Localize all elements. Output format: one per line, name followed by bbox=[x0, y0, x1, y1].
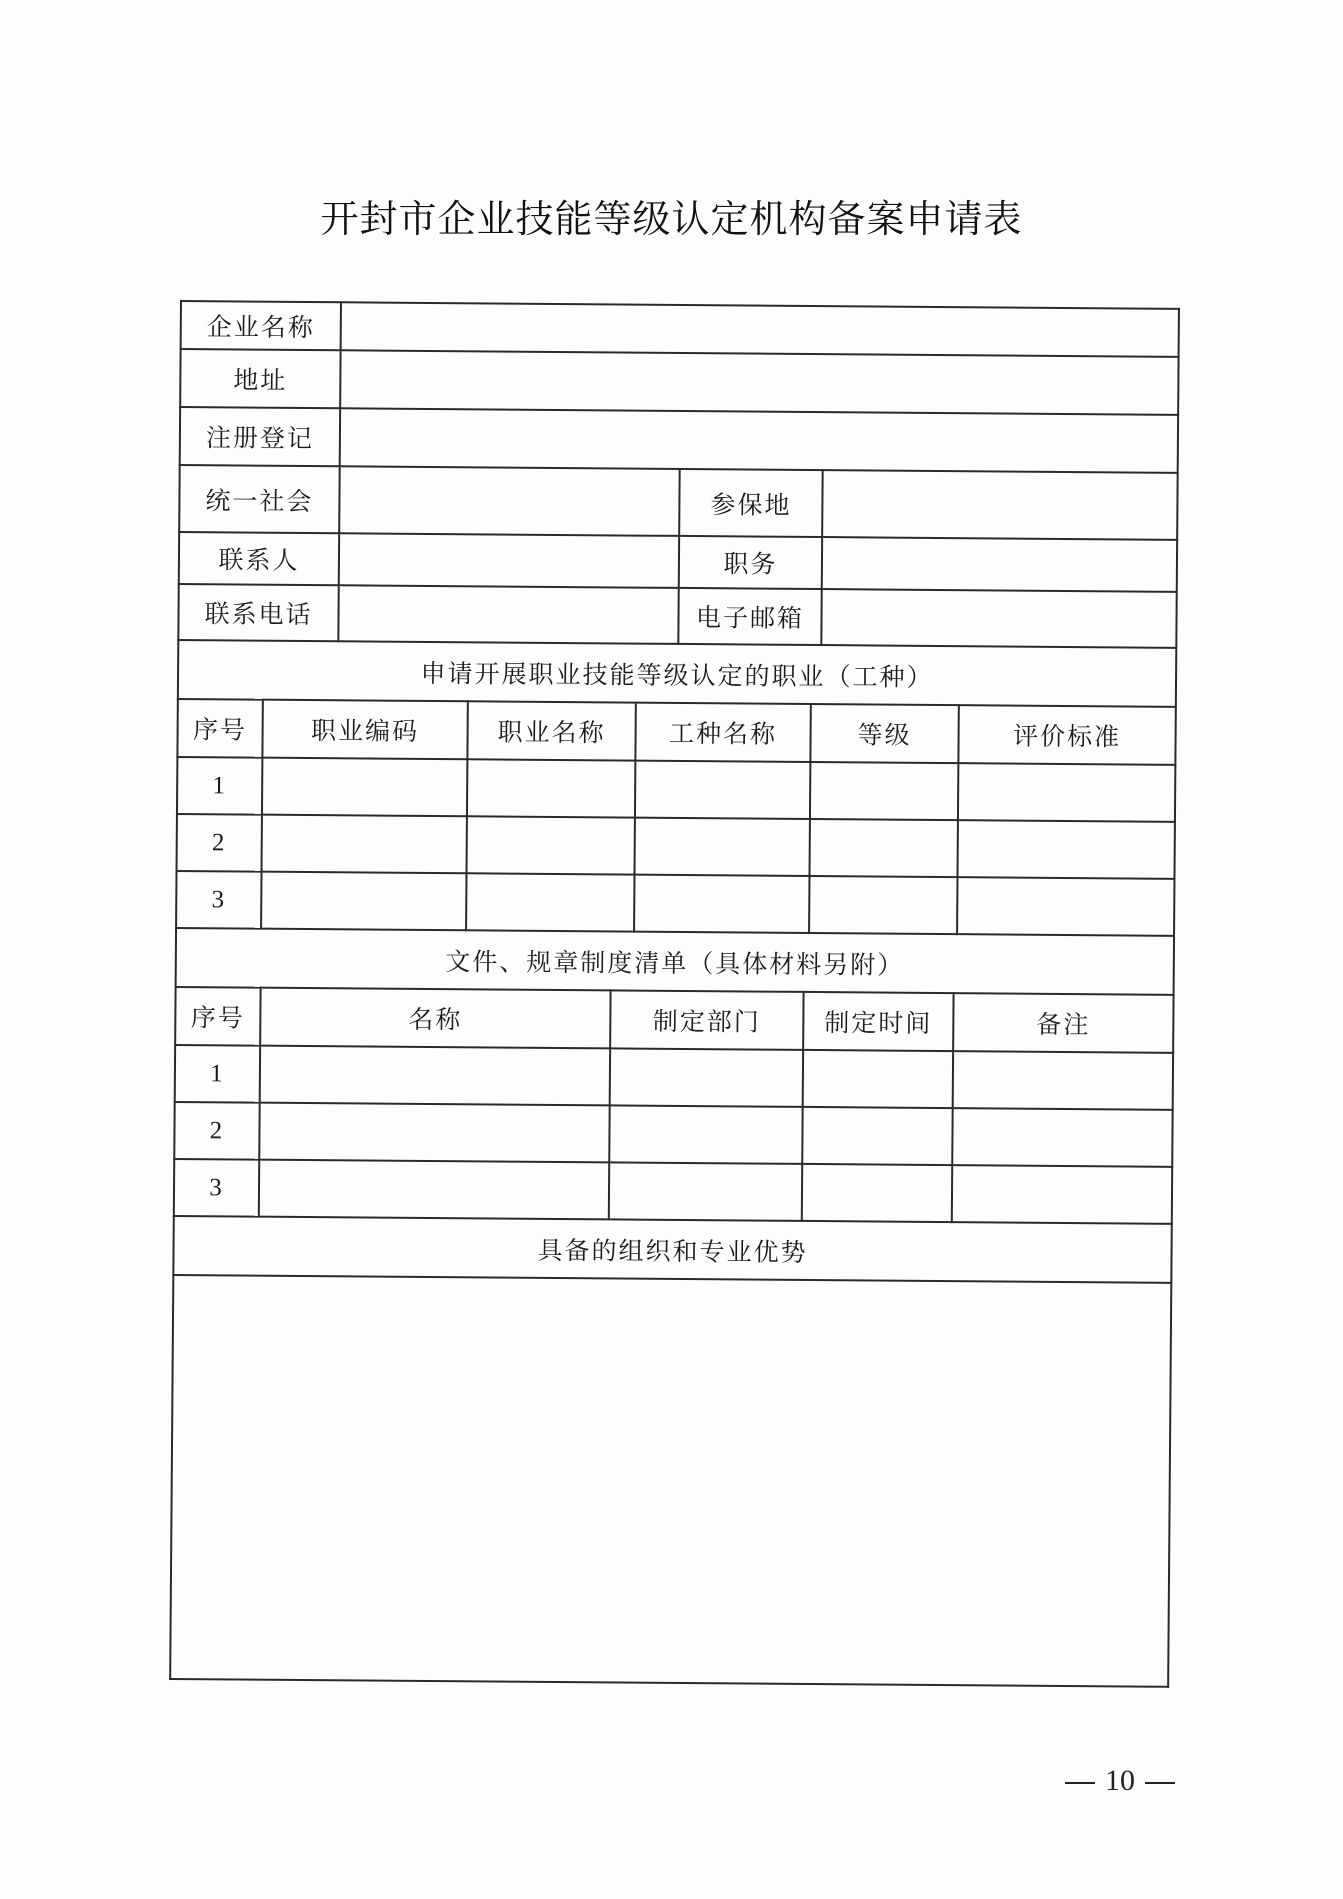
doc-name-cell[interactable] bbox=[259, 1103, 609, 1163]
row-number: 3 bbox=[174, 1159, 259, 1217]
contact-info-table bbox=[177, 466, 1178, 649]
documents-table bbox=[173, 929, 1175, 1225]
occ-header-level: 等级 bbox=[810, 704, 958, 763]
occ-code-cell[interactable] bbox=[261, 872, 466, 931]
position-field[interactable] bbox=[822, 537, 1177, 592]
table-row bbox=[175, 1045, 1173, 1110]
table-row bbox=[177, 814, 1175, 879]
doc-name-cell[interactable] bbox=[259, 1160, 609, 1220]
occ-name-cell[interactable] bbox=[467, 816, 635, 874]
row-number: 2 bbox=[174, 1102, 259, 1160]
advantages-field[interactable] bbox=[169, 1276, 1172, 1688]
occupations-heading: 申请开展职业技能等级认定的职业（工种） bbox=[178, 641, 1176, 707]
occ-header-no: 序号 bbox=[177, 699, 262, 758]
dash-left bbox=[1065, 1782, 1095, 1784]
insured-place-field[interactable] bbox=[822, 471, 1178, 540]
doc-department-cell[interactable] bbox=[610, 1048, 803, 1107]
row-number: 1 bbox=[175, 1045, 260, 1103]
advantages-heading: 具备的组织和专业优势 bbox=[173, 1217, 1171, 1283]
occ-level-cell[interactable] bbox=[810, 762, 958, 820]
doc-header-name: 名称 bbox=[260, 988, 610, 1049]
doc-department-cell[interactable] bbox=[609, 1162, 802, 1221]
occ-header-standard: 评价标准 bbox=[958, 705, 1175, 765]
company-name-field[interactable] bbox=[341, 302, 1179, 357]
registration-label: 注册登记 bbox=[180, 407, 340, 466]
table-row bbox=[174, 1159, 1172, 1224]
occ-header-code: 职业编码 bbox=[262, 700, 467, 760]
doc-header-no: 序号 bbox=[175, 987, 260, 1046]
doc-time-cell[interactable] bbox=[802, 1164, 952, 1222]
address-label: 地址 bbox=[180, 349, 340, 408]
contact-person-field[interactable] bbox=[339, 533, 679, 588]
email-field[interactable] bbox=[821, 589, 1176, 648]
row-number: 1 bbox=[177, 757, 262, 815]
doc-remarks-cell[interactable] bbox=[953, 1051, 1173, 1110]
occ-standard-cell[interactable] bbox=[957, 820, 1174, 879]
row-number: 2 bbox=[177, 814, 262, 872]
occupations-table bbox=[175, 641, 1177, 937]
occ-standard-cell[interactable] bbox=[958, 763, 1175, 822]
registration-field[interactable] bbox=[340, 408, 1178, 473]
occ-name-cell[interactable] bbox=[467, 759, 635, 817]
email-label: 电子邮箱 bbox=[678, 588, 821, 645]
advantages-table bbox=[172, 1217, 1172, 1284]
doc-time-cell[interactable] bbox=[802, 1107, 952, 1165]
phone-label: 联系电话 bbox=[178, 584, 338, 641]
doc-time-cell[interactable] bbox=[803, 1050, 953, 1108]
table-row bbox=[174, 1102, 1172, 1167]
occ-name-cell[interactable] bbox=[466, 873, 634, 931]
address-field[interactable] bbox=[340, 350, 1178, 415]
doc-header-time: 制定时间 bbox=[803, 992, 953, 1051]
credit-code-label: 统一社会 bbox=[179, 466, 340, 533]
occ-level-cell[interactable] bbox=[809, 876, 957, 934]
table-row bbox=[177, 757, 1175, 822]
position-label: 职务 bbox=[679, 536, 822, 589]
documents-heading: 文件、规章制度清单（具体材料另附） bbox=[176, 929, 1174, 995]
table-row bbox=[176, 871, 1174, 936]
occ-code-cell[interactable] bbox=[262, 758, 467, 817]
page-number bbox=[1055, 1764, 1185, 1798]
row-number: 3 bbox=[176, 871, 261, 929]
occ-header-occupation: 职业名称 bbox=[467, 701, 635, 760]
occ-job-type-cell[interactable] bbox=[635, 818, 810, 876]
company-name-label: 企业名称 bbox=[181, 301, 341, 350]
occ-standard-cell[interactable] bbox=[957, 877, 1174, 936]
doc-remarks-cell[interactable] bbox=[952, 1165, 1172, 1224]
occ-header-job-type: 工种名称 bbox=[635, 703, 810, 762]
page-number-text: 10 bbox=[1105, 1764, 1135, 1797]
occ-job-type-cell[interactable] bbox=[635, 761, 810, 819]
doc-remarks-cell[interactable] bbox=[952, 1108, 1172, 1167]
dash-right bbox=[1145, 1782, 1175, 1784]
doc-header-department: 制定部门 bbox=[610, 990, 803, 1050]
phone-field[interactable] bbox=[338, 585, 678, 644]
doc-department-cell[interactable] bbox=[609, 1105, 802, 1164]
contact-person-label: 联系人 bbox=[179, 532, 339, 585]
basic-info-table bbox=[179, 300, 1180, 474]
doc-name-cell[interactable] bbox=[260, 1046, 610, 1106]
page-title: 开封市企业技能等级认定机构备案申请表 bbox=[320, 197, 1023, 241]
occ-job-type-cell[interactable] bbox=[634, 875, 809, 933]
application-form bbox=[169, 300, 1180, 1688]
occ-level-cell[interactable] bbox=[809, 819, 957, 877]
insured-place-label: 参保地 bbox=[679, 470, 823, 537]
occ-code-cell[interactable] bbox=[262, 815, 467, 874]
doc-header-remarks: 备注 bbox=[953, 993, 1173, 1053]
credit-code-field[interactable] bbox=[339, 467, 680, 536]
